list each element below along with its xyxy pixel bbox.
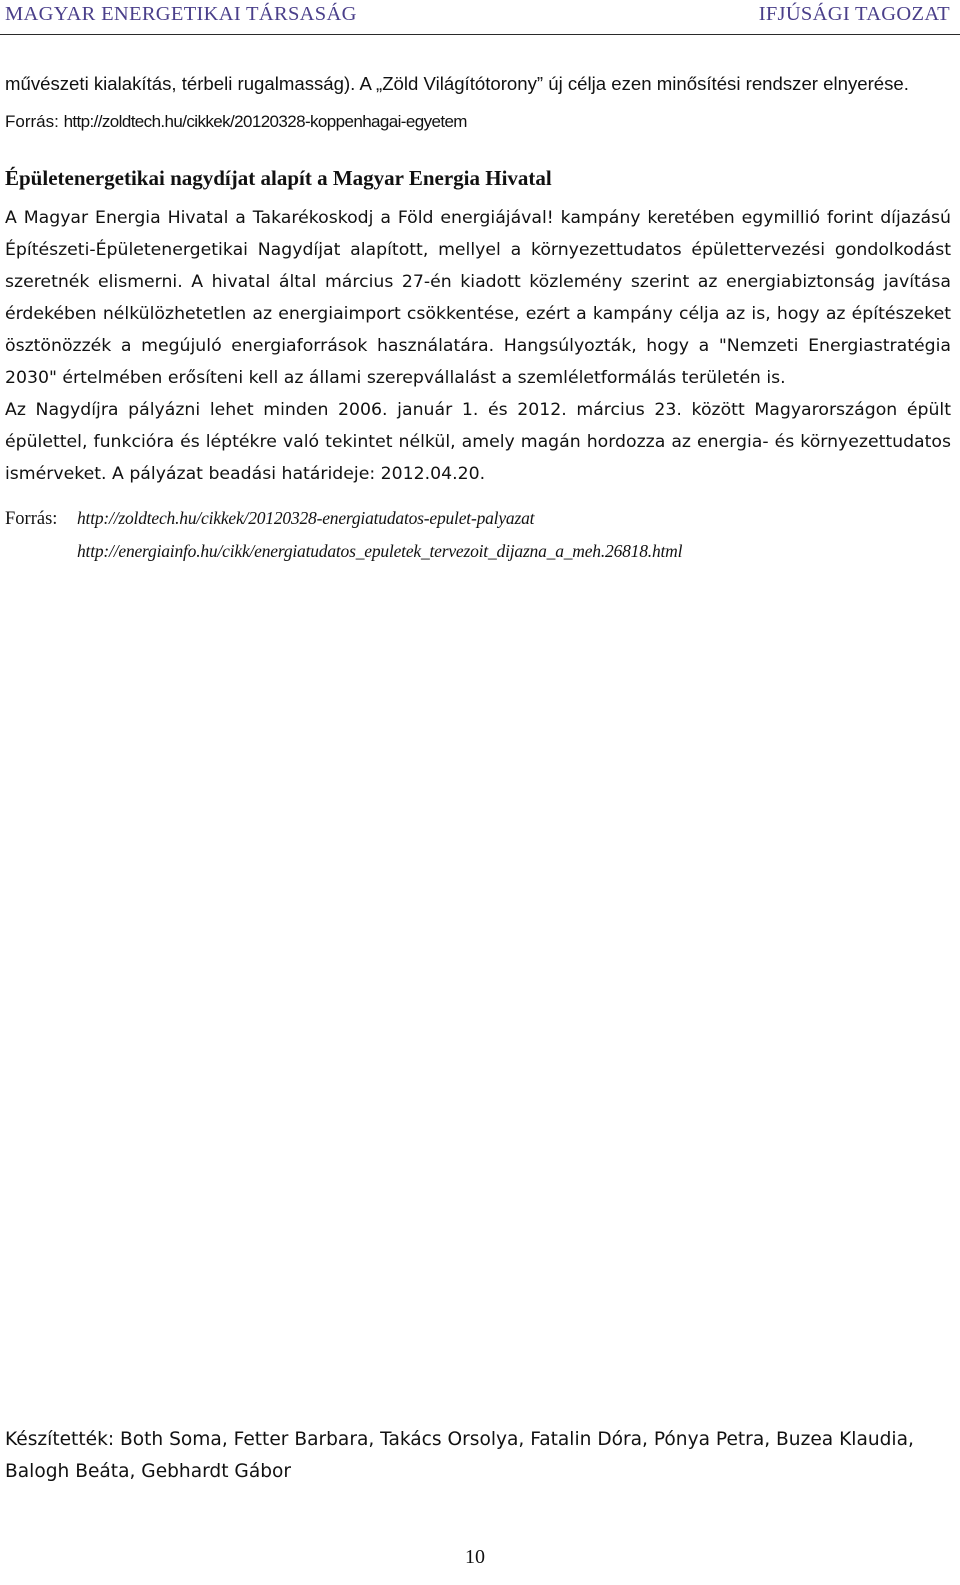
page-number: 10 (465, 1546, 485, 1568)
article-heading: Épületenergetikai nagydíjat alapít a Magyar Energia Hivatal (5, 166, 552, 190)
article-paragraph-2: Az Nagydíjra pályázni lehet minden 2006. január 1. és 2012. március 23. között Magyarországon épült épülettel, funkcióra és léptékre való tekintet nélkül, amely magán hordozza az energia- és környezettudatos ismérveket. A pályázat beadási határideje: 2012.04.20. (5, 400, 951, 484)
article-sources (5, 502, 951, 568)
intro-source-link[interactable]: http://zoldtech.hu/cikkek/20120328-koppenhagai-egyetem (63, 112, 467, 131)
page-content (5, 68, 951, 568)
header-section: IFJÚSÁGI TAGOZAT (758, 3, 950, 25)
article-source-link-1[interactable]: http://zoldtech.hu/cikkek/20120328-energiatudatos-epulet-palyazat (77, 508, 535, 528)
page-header (0, 0, 960, 35)
header-organization: MAGYAR ENERGETIKAI TÁRSASÁG (5, 3, 357, 25)
intro-source-label: Forrás: (5, 112, 59, 131)
intro-paragraph: művészeti kialakítás, térbeli rugalmasság). A „Zöld Világítótorony” új célja ezen minősítési rendszer elnyerése. (5, 73, 909, 94)
article-source-label: Forrás: (5, 509, 58, 529)
intro-source (5, 106, 951, 138)
authors-credit: Készítették: Both Soma, Fetter Barbara, Takács Orsolya, Fatalin Dóra, Pónya Petra, Buzea Klaudia, Balogh Beáta, Gebhardt Gábor (5, 1429, 914, 1482)
article-source-link-2[interactable]: http://energiainfo.hu/cikk/energiatudatos_epuletek_tervezoit_dijazna_a_meh.26818.html (77, 541, 683, 561)
article-paragraph-1: A Magyar Energia Hivatal a Takarékoskodj a Föld energiájával! kampány keretében egymillió forint díjazású Építészeti-Épületenergetikai Nagydíjat alapított, mellyel a környezettudatos épülettervezési gondolkodást szeretnék elismerni. A hivatal által március 27-én kiadott közlemény szerint az energiabiztonság javítása érdekében nélkülözhetetlen az energiaimport csökkentése, ezért a kampány célja az is, hogy az építészeket ösztönözzék a megújuló energiaforrások használatára. Hangsúlyozták, hogy a "Nemzeti Energiastratégia 2030" értelmében erősíteni kell az állami szerepvállalást a szemléletformálás területén is. (5, 208, 951, 388)
